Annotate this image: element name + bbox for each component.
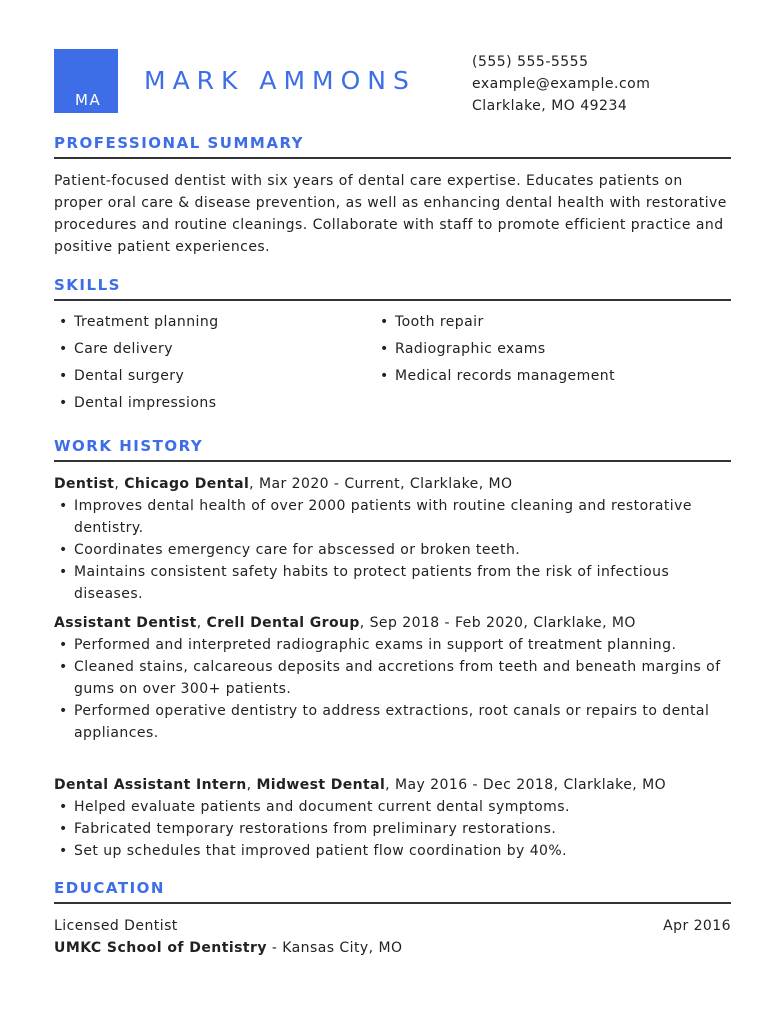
education-school: UMKC School of Dentistry (54, 940, 267, 956)
candidate-name: MARK AMMONS (144, 66, 416, 95)
skill-label: Dental impressions (74, 395, 217, 411)
job-bullet: • Helped evaluate patients and document current dental symptoms. (54, 796, 738, 818)
skill-item (375, 309, 615, 336)
work-divider (54, 460, 731, 462)
skill-item (54, 336, 219, 363)
job-bullet: • Maintains consistent safety habits to protect patients from the risk of infectious diseases. (54, 561, 738, 605)
job-bullet: • Coordinates emergency care for abscessed or broken teeth. (54, 539, 738, 561)
job-bullet: • Set up schedules that improved patient flow coordination by 40%. (54, 840, 738, 862)
bullet-icon (375, 363, 395, 390)
monogram-initials: MA (75, 91, 102, 109)
job-employer: Chicago Dental (124, 476, 250, 492)
bullet-icon (54, 363, 74, 390)
contact-phone: (555) 555-5555 (472, 54, 589, 70)
skill-label: Radiographic exams (395, 341, 546, 357)
job-bullet: • Cleaned stains, calcareous deposits and accretions from teeth and beneath margins of gums on over 300+ patients. (54, 656, 738, 700)
job-bullets (54, 634, 738, 744)
job-details: , May 2016 - Dec 2018, Clarklake, MO (385, 777, 667, 793)
job-title: Dental Assistant Intern (54, 777, 247, 793)
job-bullet: • Improves dental health of over 2000 patients with routine cleaning and restorative dentistry. (54, 495, 738, 539)
skills-divider (54, 299, 731, 301)
job-header: Dentist, Chicago Dental, Mar 2020 - Current, Clarklake, MO (54, 476, 513, 492)
summary-text: Patient-focused dentist with six years of dental care expertise. Educates patients on proper oral care & disease prevention, as well as enhancing dental health with restorative procedures and routine cleanings. Collaborate with staff to promote efficient practice and positive patient experiences. (54, 173, 727, 255)
skill-label: Medical records management (395, 368, 616, 384)
education-row (54, 915, 731, 937)
contact-location: Clarklake, MO 49234 (472, 98, 628, 114)
skill-label: Treatment planning (74, 314, 219, 330)
education-entry (54, 915, 731, 959)
bullet-icon (375, 309, 395, 336)
job-details: , Mar 2020 - Current, Clarklake, MO (249, 476, 513, 492)
bullet-icon (54, 309, 74, 336)
bullet-icon (54, 390, 74, 417)
job-header: Dental Assistant Intern, Midwest Dental, May 2016 - Dec 2018, Clarklake, MO (54, 777, 667, 793)
bullet-icon (54, 336, 74, 363)
skill-label: Dental surgery (74, 368, 185, 384)
skills-right-column (375, 309, 615, 390)
contact-info (472, 51, 650, 117)
job-entry (54, 612, 738, 744)
job-bullet: • Performed operative dentistry to address extractions, root canals or repairs to dental appliances. (54, 700, 738, 744)
education-row (54, 937, 731, 959)
contact-email: example@example.com (472, 76, 651, 92)
skills-heading: SKILLS (54, 276, 121, 294)
job-bullet: • Fabricated temporary restorations from preliminary restorations. (54, 818, 738, 840)
job-title: Dentist (54, 476, 115, 492)
skill-item (375, 336, 615, 363)
education-degree: Licensed Dentist (54, 918, 178, 934)
job-header: Assistant Dentist, Crell Dental Group, Sep 2018 - Feb 2020, Clarklake, MO (54, 615, 636, 631)
job-bullets (54, 796, 738, 862)
work-heading: WORK HISTORY (54, 437, 204, 455)
job-details: , Sep 2018 - Feb 2020, Clarklake, MO (359, 615, 636, 631)
job-employer: Crell Dental Group (206, 615, 360, 631)
job-bullets (54, 495, 738, 605)
monogram-badge (54, 49, 118, 113)
education-heading: EDUCATION (54, 879, 165, 897)
job-bullet: • Performed and interpreted radiographic exams in support of treatment planning. (54, 634, 738, 656)
skill-item (54, 363, 219, 390)
skill-item (375, 363, 615, 390)
job-title: Assistant Dentist (54, 615, 197, 631)
skill-item (54, 390, 219, 417)
job-entry (54, 774, 738, 862)
education-divider (54, 902, 731, 904)
summary-divider (54, 157, 731, 159)
summary-heading: PROFESSIONAL SUMMARY (54, 134, 305, 152)
job-employer: Midwest Dental (256, 777, 386, 793)
skill-item (54, 309, 219, 336)
bullet-icon (375, 336, 395, 363)
skill-label: Tooth repair (395, 314, 484, 330)
skill-label: Care delivery (74, 341, 173, 357)
skills-left-column (54, 309, 219, 417)
education-location: - Kansas City, MO (266, 940, 403, 956)
job-entry (54, 473, 738, 605)
education-date: Apr 2016 (663, 918, 731, 934)
